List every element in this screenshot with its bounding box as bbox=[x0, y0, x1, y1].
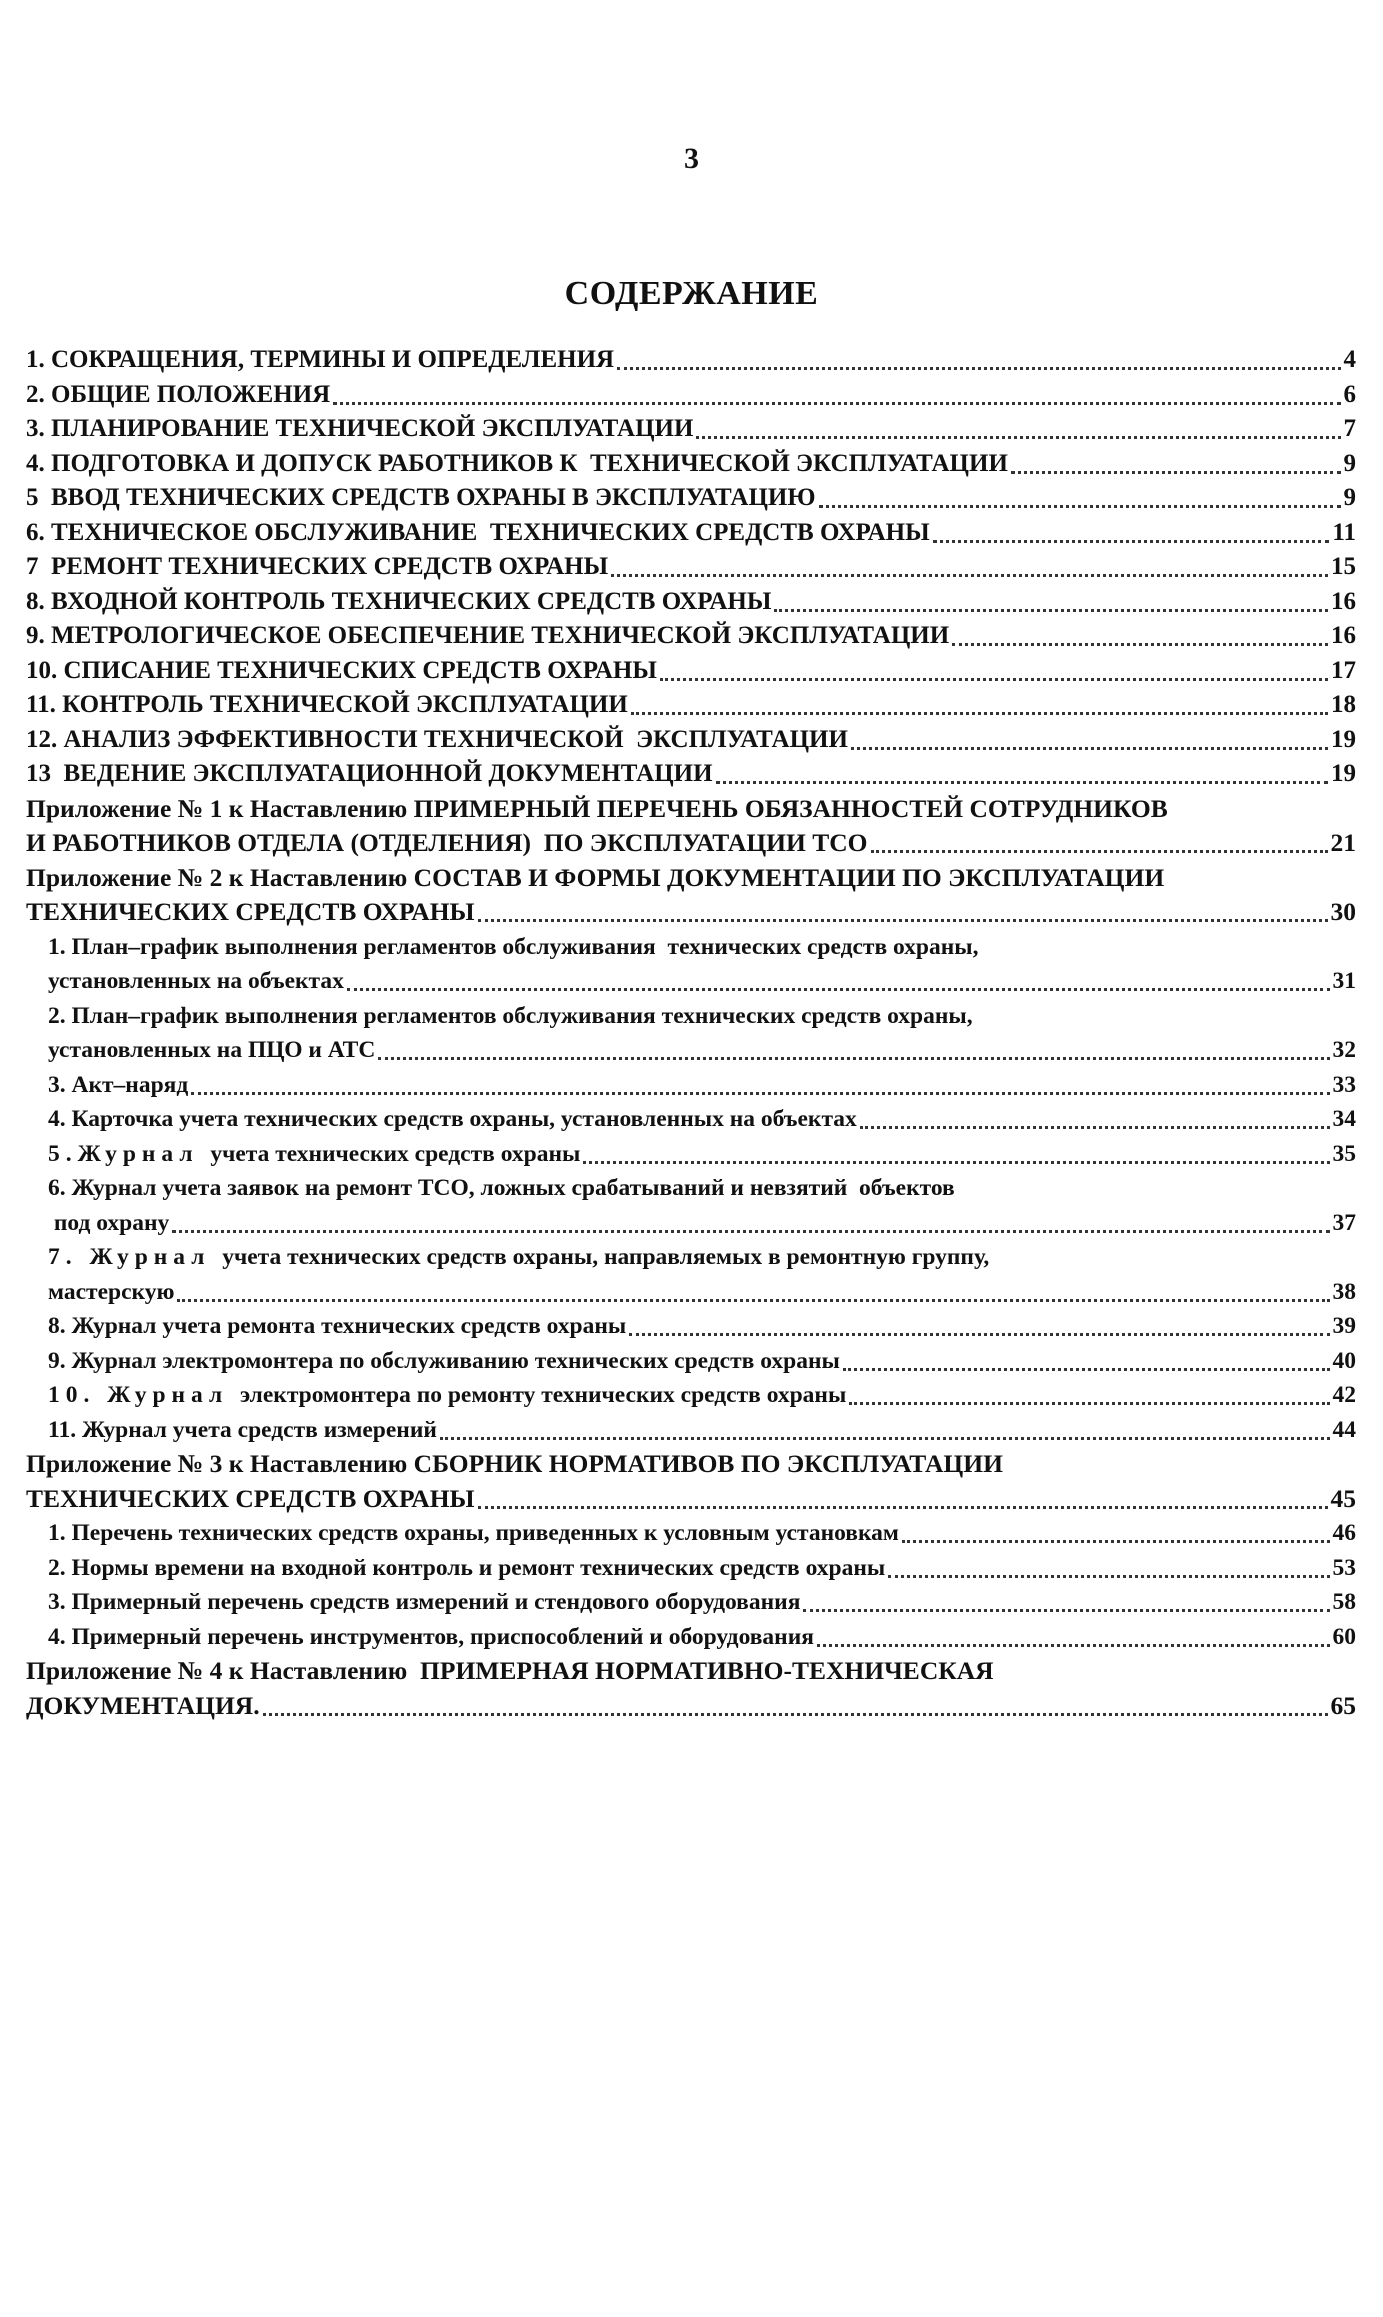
toc-entry bbox=[26, 757, 1356, 792]
toc-entry-label: 1. План–график выполнения регламентов обслуживания технических средств охраны, bbox=[48, 933, 979, 960]
toc-page-number: 32 bbox=[1332, 1037, 1356, 1063]
toc-entry-line bbox=[26, 654, 1356, 689]
dot-leader bbox=[177, 1298, 1329, 1302]
toc-page-number: 45 bbox=[1330, 1483, 1356, 1513]
toc-entry bbox=[26, 688, 1356, 723]
toc-entry-text bbox=[26, 757, 713, 792]
toc-entry-label: учета технических средств охраны, направляемых в ремонтную группу, bbox=[210, 1244, 990, 1270]
toc-entry-label: 4. Карточка учета технических средств охраны, установленных на объектах bbox=[48, 1106, 857, 1132]
toc-entry-text bbox=[48, 1240, 989, 1275]
page-title: СОДЕРЖАНИЕ bbox=[564, 275, 819, 312]
toc-entry-text bbox=[48, 1378, 846, 1413]
toc-entry-spaced-prefix: 5.Журнал bbox=[48, 1140, 199, 1167]
toc-entry-line bbox=[48, 1620, 1356, 1655]
toc-entry-label: ТЕХНИЧЕСКИХ СРЕДСТВ ОХРАНЫ bbox=[26, 1483, 475, 1513]
toc-entry-text bbox=[26, 343, 614, 378]
dot-leader bbox=[819, 504, 1341, 508]
toc-entry-line bbox=[48, 1413, 1356, 1448]
toc-entry bbox=[26, 412, 1356, 447]
dot-leader bbox=[902, 1539, 1330, 1543]
toc-entry bbox=[48, 1102, 1356, 1137]
toc-page-number: 6 bbox=[1343, 380, 1356, 408]
dot-leader bbox=[716, 780, 1328, 784]
toc-entry-line bbox=[48, 1033, 1356, 1068]
toc-entry-text bbox=[26, 792, 1168, 827]
toc-page-number: 19 bbox=[1331, 760, 1356, 787]
toc-entry-label: 2. План–график выполнения регламентов обслуживания технических средств охраны, bbox=[48, 1002, 973, 1029]
toc-entry bbox=[26, 723, 1356, 758]
toc-entry bbox=[48, 1620, 1356, 1655]
toc-entry bbox=[48, 1240, 1356, 1309]
toc-entry-line bbox=[48, 1378, 1356, 1413]
toc-page-number: 34 bbox=[1332, 1106, 1356, 1132]
dot-leader bbox=[888, 1574, 1329, 1578]
toc-entry-label: 5 ВВОД ТЕХНИЧЕСКИХ СРЕДСТВ ОХРАНЫ В ЭКСПЛУАТАЦИЮ bbox=[26, 484, 816, 511]
toc-entry bbox=[26, 861, 1356, 930]
toc-entry-text bbox=[48, 930, 979, 965]
toc-entry-line bbox=[26, 619, 1356, 654]
toc-entry bbox=[48, 1137, 1356, 1172]
toc-entry-text bbox=[26, 1447, 1003, 1482]
dot-leader bbox=[478, 1505, 1328, 1509]
toc-entry-line bbox=[26, 792, 1356, 827]
toc-entry-text bbox=[26, 516, 930, 551]
toc-entry-line bbox=[26, 481, 1356, 516]
toc-entry-line bbox=[48, 964, 1356, 999]
toc-page-number: 19 bbox=[1331, 725, 1356, 753]
toc-entry-text bbox=[48, 1551, 885, 1586]
toc-entry bbox=[26, 619, 1356, 654]
toc-entry-line bbox=[48, 1102, 1356, 1137]
toc-entry-line bbox=[48, 1275, 1356, 1310]
toc-entry-line bbox=[48, 930, 1356, 965]
toc-entry-line bbox=[26, 343, 1356, 378]
toc-entry-text bbox=[48, 1171, 955, 1206]
toc-page-number: 42 bbox=[1332, 1382, 1356, 1408]
dot-leader bbox=[583, 1160, 1329, 1164]
toc-entry-text bbox=[26, 895, 475, 930]
toc-page-number: 39 bbox=[1332, 1313, 1356, 1339]
toc-page-number: 16 bbox=[1331, 587, 1356, 615]
toc-entry bbox=[48, 1378, 1356, 1413]
toc-entry-text bbox=[26, 481, 816, 516]
toc-entry-text bbox=[48, 1206, 169, 1241]
toc-entry-text bbox=[26, 412, 693, 447]
toc-entry bbox=[26, 343, 1356, 378]
toc-entry-text bbox=[26, 1689, 260, 1724]
toc-entry-label: ДОКУМЕНТАЦИЯ. bbox=[26, 1690, 260, 1720]
toc-entry-line bbox=[48, 1551, 1356, 1586]
toc-entry bbox=[26, 1447, 1356, 1516]
toc-entry-label: 8. ВХОДНОЙ КОНТРОЛЬ ТЕХНИЧЕСКИХ СРЕДСТВ ОХРАНЫ bbox=[26, 587, 772, 615]
dot-leader bbox=[629, 1332, 1329, 1336]
toc-entry-line bbox=[48, 1516, 1356, 1551]
toc-page-number: 65 bbox=[1330, 1690, 1356, 1720]
toc-entry-label: 11. КОНТРОЛЬ ТЕХНИЧЕСКОЙ ЭКСПЛУАТАЦИИ bbox=[26, 691, 628, 718]
toc-entry-text bbox=[48, 1585, 800, 1620]
toc-entry-label: Приложение № 3 к Наставлению СБОРНИК НОРМАТИВОВ ПО ЭКСПЛУАТАЦИИ bbox=[26, 1449, 1003, 1478]
toc-entry-label: 3. ПЛАНИРОВАНИЕ ТЕХНИЧЕСКОЙ ЭКСПЛУАТАЦИИ bbox=[26, 415, 694, 442]
toc-entry-label: Приложение № 1 к Наставлению ПРИМЕРНЫЙ ПЕРЕЧЕНЬ ОБЯЗАННОСТЕЙ СОТРУДНИКОВ bbox=[26, 793, 1168, 823]
toc-entry-label: 1. Перечень технических средств охраны, приведенных к условным установкам bbox=[48, 1520, 899, 1546]
toc-entry-text bbox=[26, 550, 608, 585]
toc-entry-line bbox=[26, 1689, 1356, 1724]
toc-entry bbox=[48, 1516, 1356, 1551]
toc-page-number: 53 bbox=[1332, 1554, 1356, 1581]
toc-page-number: 9 bbox=[1343, 484, 1356, 511]
toc-entry-line bbox=[48, 1171, 1356, 1206]
toc-entry-label: 11. Журнал учета средств измерений bbox=[48, 1416, 437, 1443]
dot-leader bbox=[817, 1643, 1330, 1647]
toc-entry-label: ТЕХНИЧЕСКИХ СРЕДСТВ ОХРАНЫ bbox=[26, 897, 475, 926]
toc-entry-text bbox=[48, 1620, 814, 1655]
toc-entry-text bbox=[48, 1068, 188, 1103]
toc-page-number: 16 bbox=[1331, 622, 1356, 649]
toc-entry bbox=[48, 1344, 1356, 1379]
toc-entry-text bbox=[48, 1033, 375, 1068]
toc-entry-text bbox=[48, 964, 344, 999]
toc-entry-label: 4. ПОДГОТОВКА И ДОПУСК РАБОТНИКОВ К ТЕХНИЧЕСКОЙ ЭКСПЛУАТАЦИИ bbox=[26, 449, 1008, 477]
toc-entry bbox=[26, 585, 1356, 620]
toc-entry-label: 9. Журнал электромонтера по обслуживанию технических средств охраны bbox=[48, 1347, 840, 1374]
toc-entry bbox=[48, 1413, 1356, 1448]
toc-entry-text bbox=[26, 1482, 475, 1517]
toc-entry bbox=[26, 447, 1356, 482]
toc-entry-line bbox=[26, 757, 1356, 792]
toc-entry-label: 3. Акт–наряд bbox=[48, 1071, 189, 1098]
toc-entry-line bbox=[26, 723, 1356, 758]
toc-entry-label: 7 РЕМОНТ ТЕХНИЧЕСКИХ СРЕДСТВ ОХРАНЫ bbox=[26, 553, 609, 580]
dot-leader bbox=[191, 1091, 1329, 1095]
toc-page-number: 35 bbox=[1332, 1140, 1356, 1167]
toc-entry bbox=[48, 1068, 1356, 1103]
toc-entry bbox=[48, 1309, 1356, 1344]
dot-leader bbox=[347, 987, 1330, 991]
toc-entry-label: 9. МЕТРОЛОГИЧЕСКОЕ ОБЕСПЕЧЕНИЕ ТЕХНИЧЕСКОЙ ЭКСПЛУАТАЦИИ bbox=[26, 622, 950, 649]
toc-entry-label: 3. Примерный перечень средств измерений и стендового оборудования bbox=[48, 1589, 801, 1615]
toc-entry-label: 12. АНАЛИЗ ЭФФЕКТИВНОСТИ ТЕХНИЧЕСКОЙ ЭКСПЛУАТАЦИИ bbox=[26, 725, 848, 753]
toc-entry bbox=[48, 1171, 1356, 1240]
toc-entry-line bbox=[48, 1068, 1356, 1103]
toc-page-number: 4 bbox=[1343, 346, 1356, 373]
toc-entry bbox=[26, 550, 1356, 585]
dot-leader bbox=[933, 539, 1330, 543]
toc-entry-label: 4. Примерный перечень инструментов, приспособлений и оборудования bbox=[48, 1623, 814, 1650]
toc-entry-line bbox=[48, 1585, 1356, 1620]
toc-entry-line bbox=[48, 1240, 1356, 1275]
toc-entry-line bbox=[48, 1309, 1356, 1344]
toc-entry-text bbox=[48, 1309, 626, 1344]
toc-page-number: 44 bbox=[1332, 1416, 1356, 1443]
dot-leader bbox=[849, 1401, 1329, 1405]
dot-leader bbox=[660, 677, 1328, 681]
toc-entry-line bbox=[26, 378, 1356, 413]
toc-page-number: 21 bbox=[1330, 828, 1356, 857]
dot-leader bbox=[611, 573, 1328, 577]
toc-entry-label: электромонтера по ремонту технических средств охраны bbox=[228, 1382, 847, 1408]
toc-entry bbox=[26, 481, 1356, 516]
toc-entry-line bbox=[26, 861, 1356, 896]
toc-page-number: 60 bbox=[1332, 1623, 1356, 1650]
toc-page-number: 7 bbox=[1343, 415, 1356, 442]
toc-entry-label: 6. ТЕХНИЧЕСКОЕ ОБСЛУЖИВАНИЕ ТЕХНИЧЕСКИХ СРЕДСТВ ОХРАНЫ bbox=[26, 518, 930, 546]
toc-entry bbox=[26, 1654, 1356, 1723]
dot-leader bbox=[696, 435, 1340, 439]
toc-entry-label: 8. Журнал учета ремонта технических средств охраны bbox=[48, 1313, 627, 1339]
toc-entry-label: 10. СПИСАНИЕ ТЕХНИЧЕСКИХ СРЕДСТВ ОХРАНЫ bbox=[26, 656, 657, 684]
dot-leader bbox=[263, 1712, 1328, 1716]
toc-entry-line bbox=[26, 826, 1356, 861]
toc-entry-line bbox=[26, 516, 1356, 551]
toc-entry-text bbox=[48, 1102, 857, 1137]
toc-entry-label: под охрану bbox=[48, 1209, 170, 1236]
toc-entry-line bbox=[48, 999, 1356, 1034]
toc-page-number: 9 bbox=[1343, 449, 1356, 477]
toc-entry bbox=[48, 1551, 1356, 1586]
toc-entry-line bbox=[26, 1482, 1356, 1517]
toc-entry-text bbox=[48, 1344, 840, 1379]
toc-entry-label: 6. Журнал учета заявок на ремонт ТСО, ложных срабатываний и невзятий объектов bbox=[48, 1175, 955, 1201]
toc-entry-text bbox=[26, 688, 628, 723]
toc-entry-line bbox=[26, 1654, 1356, 1689]
toc-entry-spaced-prefix: 7. Журнал bbox=[48, 1244, 211, 1270]
toc-entry bbox=[26, 654, 1356, 689]
toc-entry bbox=[48, 1585, 1356, 1620]
toc-page-number: 38 bbox=[1332, 1278, 1356, 1305]
dot-leader bbox=[952, 642, 1328, 646]
dot-leader bbox=[860, 1125, 1330, 1129]
toc-entry-line bbox=[26, 1447, 1356, 1482]
toc-entry-line bbox=[26, 895, 1356, 930]
toc-page-number: 31 bbox=[1332, 968, 1356, 994]
toc-entry-text bbox=[48, 1137, 580, 1172]
dot-leader bbox=[378, 1056, 1329, 1060]
toc-entry bbox=[26, 378, 1356, 413]
toc-page-number: 18 bbox=[1331, 691, 1356, 718]
toc-page-number: 17 bbox=[1331, 656, 1356, 684]
toc-entry-line bbox=[26, 585, 1356, 620]
dot-leader bbox=[803, 1608, 1329, 1612]
toc-entry bbox=[26, 792, 1356, 861]
dot-leader bbox=[440, 1436, 1330, 1440]
dot-leader bbox=[851, 746, 1328, 750]
dot-leader bbox=[333, 401, 1340, 405]
dot-leader bbox=[774, 608, 1328, 612]
toc-entry bbox=[48, 999, 1356, 1068]
toc-entry-text bbox=[26, 378, 330, 413]
toc-entry-line bbox=[26, 550, 1356, 585]
toc-page-number: 58 bbox=[1332, 1589, 1356, 1615]
page-number: 3 bbox=[684, 142, 699, 175]
dot-leader bbox=[478, 918, 1328, 922]
toc-page-number: 30 bbox=[1330, 897, 1356, 926]
toc-entry-label: установленных на ПЦО и АТС bbox=[48, 1037, 376, 1063]
toc-entry-text bbox=[26, 654, 657, 689]
toc-page-number: 33 bbox=[1332, 1071, 1356, 1098]
toc-entry-line bbox=[48, 1137, 1356, 1172]
toc-page-number: 11 bbox=[1332, 518, 1356, 546]
toc-entry-text bbox=[26, 826, 868, 861]
toc-entry-line bbox=[48, 1206, 1356, 1241]
toc-entry-text bbox=[48, 1516, 899, 1551]
toc-entry-text bbox=[48, 1413, 437, 1448]
toc-page-number: 46 bbox=[1332, 1520, 1356, 1546]
toc-entry-label: 1. СОКРАЩЕНИЯ, ТЕРМИНЫ И ОПРЕДЕЛЕНИЯ bbox=[26, 346, 615, 373]
toc-entry-text bbox=[26, 861, 1164, 896]
toc-entry-spaced-prefix: 10. Журнал bbox=[48, 1382, 229, 1408]
toc-entry bbox=[48, 930, 1356, 999]
toc-entry-label: Приложение № 4 к Наставлению ПРИМЕРНАЯ НОРМАТИВНО-ТЕХНИЧЕСКАЯ bbox=[26, 1656, 994, 1685]
toc-entry-line bbox=[48, 1344, 1356, 1379]
dot-leader bbox=[617, 366, 1340, 370]
dot-leader bbox=[1011, 470, 1341, 474]
toc-entry-label: 13 ВЕДЕНИЕ ЭКСПЛУАТАЦИОННОЙ ДОКУМЕНТАЦИИ bbox=[26, 760, 713, 787]
table-of-contents bbox=[26, 343, 1356, 1723]
toc-entry-label: 2. ОБЩИЕ ПОЛОЖЕНИЯ bbox=[26, 380, 331, 408]
toc-entry-text bbox=[26, 619, 949, 654]
toc-entry-text bbox=[26, 723, 848, 758]
toc-entry-label: И РАБОТНИКОВ ОТДЕЛА (ОТДЕЛЕНИЯ) ПО ЭКСПЛУАТАЦИИ ТСО bbox=[26, 828, 868, 857]
dot-leader bbox=[843, 1367, 1330, 1371]
toc-entry-label: 2. Нормы времени на входной контроль и ремонт технических средств охраны bbox=[48, 1554, 886, 1581]
toc-entry-text bbox=[26, 447, 1008, 482]
toc-page-number: 15 bbox=[1331, 553, 1356, 580]
toc-page-number: 40 bbox=[1332, 1347, 1356, 1374]
toc-entry-text bbox=[48, 999, 973, 1034]
toc-page-number: 37 bbox=[1332, 1209, 1356, 1236]
toc-entry-label: Приложение № 2 к Наставлению СОСТАВ И ФОРМЫ ДОКУМЕНТАЦИИ ПО ЭКСПЛУАТАЦИИ bbox=[26, 862, 1165, 892]
toc-entry-line bbox=[26, 412, 1356, 447]
toc-entry-line bbox=[26, 688, 1356, 723]
toc-entry bbox=[26, 516, 1356, 551]
dot-leader bbox=[631, 711, 1328, 715]
toc-entry-line bbox=[26, 447, 1356, 482]
toc-entry-text bbox=[26, 585, 771, 620]
toc-entry-label: мастерскую bbox=[48, 1278, 175, 1305]
toc-entry-text bbox=[48, 1275, 174, 1310]
dot-leader bbox=[172, 1229, 1329, 1233]
toc-entry-label: учета технических средств охраны bbox=[198, 1140, 581, 1167]
toc-entry-text bbox=[26, 1654, 994, 1689]
dot-leader bbox=[871, 849, 1328, 853]
toc-entry-label: установленных на объектах bbox=[48, 968, 344, 994]
